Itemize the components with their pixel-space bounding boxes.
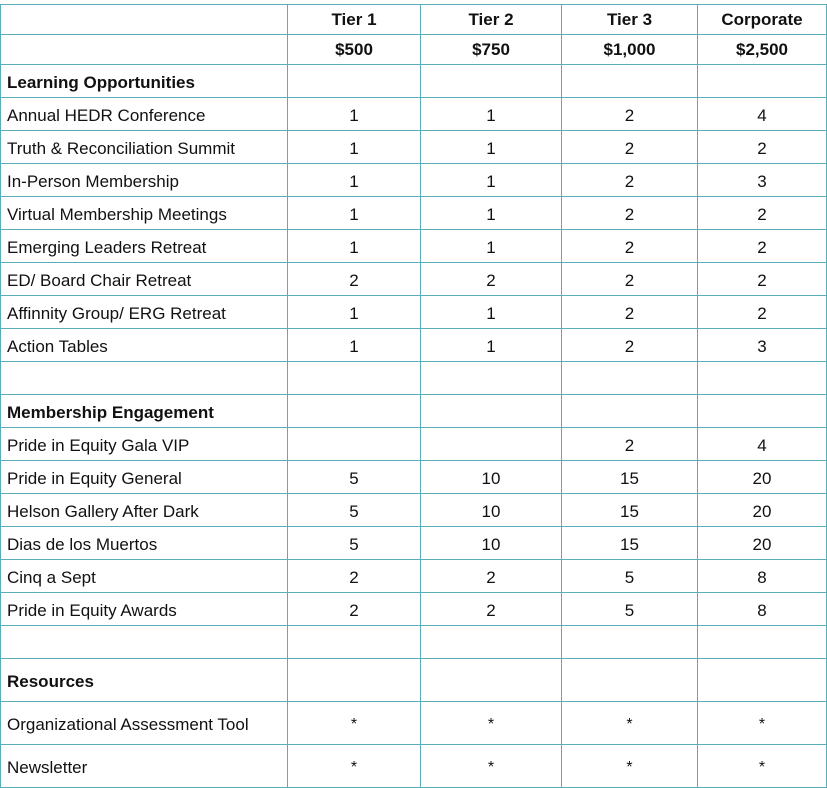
empty-cell xyxy=(562,626,698,659)
empty-cell xyxy=(1,626,288,659)
section-title: Learning Opportunities xyxy=(1,65,288,98)
row-value: 1 xyxy=(288,131,421,164)
row-value: 2 xyxy=(288,593,421,626)
empty-cell xyxy=(698,65,827,98)
row-value: 1 xyxy=(421,131,562,164)
row-value: 2 xyxy=(421,593,562,626)
row-value: 2 xyxy=(288,263,421,296)
row-value: 4 xyxy=(698,98,827,131)
row-value: 1 xyxy=(421,230,562,263)
empty-cell xyxy=(288,362,421,395)
row-label: Virtual Membership Meetings xyxy=(1,197,288,230)
tier-name: Tier 2 xyxy=(421,5,562,35)
empty-cell xyxy=(421,395,562,428)
empty-cell xyxy=(288,659,421,702)
row-value: 3 xyxy=(698,329,827,362)
section-header-learning xyxy=(1,65,827,98)
table-row xyxy=(1,593,827,626)
tier-price-row xyxy=(1,35,827,65)
row-value: 1 xyxy=(288,329,421,362)
row-value: 1 xyxy=(421,98,562,131)
table-row xyxy=(1,494,827,527)
row-value: 2 xyxy=(698,263,827,296)
tier-name: Tier 1 xyxy=(288,5,421,35)
section-title: Membership Engagement xyxy=(1,395,288,428)
row-value: 2 xyxy=(562,428,698,461)
empty-cell xyxy=(421,65,562,98)
sponsorship-tier-table xyxy=(0,4,827,788)
empty-cell xyxy=(1,362,288,395)
row-label: Dias de los Muertos xyxy=(1,527,288,560)
row-label: Helson Gallery After Dark xyxy=(1,494,288,527)
row-value: 1 xyxy=(288,296,421,329)
row-value: 2 xyxy=(562,329,698,362)
table-row xyxy=(1,527,827,560)
section-header-engagement xyxy=(1,395,827,428)
row-value: 15 xyxy=(562,461,698,494)
row-value: 10 xyxy=(421,461,562,494)
row-value: 2 xyxy=(288,560,421,593)
row-value: 2 xyxy=(562,263,698,296)
row-value: 1 xyxy=(421,197,562,230)
tier-price: $1,000 xyxy=(562,35,698,65)
row-value: 1 xyxy=(288,230,421,263)
row-label: Truth & Reconciliation Summit xyxy=(1,131,288,164)
row-value: 20 xyxy=(698,527,827,560)
row-label: In-Person Membership xyxy=(1,164,288,197)
row-value: 5 xyxy=(288,461,421,494)
row-value: * xyxy=(562,745,698,788)
row-value: 20 xyxy=(698,461,827,494)
row-value: * xyxy=(698,702,827,745)
table-row xyxy=(1,461,827,494)
row-value: 2 xyxy=(562,131,698,164)
row-label: Annual HEDR Conference xyxy=(1,98,288,131)
table-row xyxy=(1,131,827,164)
row-label: Pride in Equity Gala VIP xyxy=(1,428,288,461)
row-label: Emerging Leaders Retreat xyxy=(1,230,288,263)
row-value: 1 xyxy=(288,164,421,197)
row-value: 2 xyxy=(698,131,827,164)
row-value: 2 xyxy=(562,164,698,197)
empty-cell xyxy=(421,659,562,702)
section-title: Resources xyxy=(1,659,288,702)
row-label: Organizational Assessment Tool xyxy=(1,702,288,745)
row-label: Cinq a Sept xyxy=(1,560,288,593)
empty-header-cell xyxy=(1,5,288,35)
table-row xyxy=(1,560,827,593)
row-value: 5 xyxy=(562,560,698,593)
row-value: 2 xyxy=(562,98,698,131)
row-value: 10 xyxy=(421,527,562,560)
row-value: * xyxy=(288,702,421,745)
empty-cell xyxy=(562,395,698,428)
empty-cell xyxy=(421,626,562,659)
row-value: 1 xyxy=(421,164,562,197)
tier-name: Tier 3 xyxy=(562,5,698,35)
row-label: Pride in Equity General xyxy=(1,461,288,494)
spacer-row xyxy=(1,362,827,395)
row-value: 2 xyxy=(698,230,827,263)
row-value: 8 xyxy=(698,560,827,593)
row-value: 2 xyxy=(698,197,827,230)
row-value: * xyxy=(421,745,562,788)
row-value: 2 xyxy=(562,296,698,329)
row-label: Affinnity Group/ ERG Retreat xyxy=(1,296,288,329)
tier-price: $750 xyxy=(421,35,562,65)
table-row xyxy=(1,230,827,263)
row-value: 1 xyxy=(421,329,562,362)
spacer-row xyxy=(1,626,827,659)
row-value: 3 xyxy=(698,164,827,197)
tier-price: $2,500 xyxy=(698,35,827,65)
empty-cell xyxy=(698,659,827,702)
row-value: 5 xyxy=(562,593,698,626)
row-value: 4 xyxy=(698,428,827,461)
row-value: 20 xyxy=(698,494,827,527)
tier-name-row xyxy=(1,5,827,35)
empty-cell xyxy=(698,362,827,395)
row-value: * xyxy=(421,702,562,745)
empty-cell xyxy=(562,659,698,702)
table-row xyxy=(1,296,827,329)
empty-cell xyxy=(698,626,827,659)
tier-name: Corporate xyxy=(698,5,827,35)
table-row xyxy=(1,164,827,197)
table-row xyxy=(1,329,827,362)
row-value: * xyxy=(698,745,827,788)
row-value: 1 xyxy=(421,296,562,329)
row-value: 2 xyxy=(698,296,827,329)
table-row xyxy=(1,98,827,131)
row-value xyxy=(421,428,562,461)
row-value: 1 xyxy=(288,197,421,230)
row-value: 1 xyxy=(288,98,421,131)
row-value: 15 xyxy=(562,527,698,560)
table-row xyxy=(1,745,827,788)
table-row xyxy=(1,263,827,296)
empty-cell xyxy=(421,362,562,395)
row-value: 15 xyxy=(562,494,698,527)
empty-cell xyxy=(288,65,421,98)
row-value: * xyxy=(562,702,698,745)
row-label: Action Tables xyxy=(1,329,288,362)
row-value: 2 xyxy=(421,263,562,296)
empty-cell xyxy=(288,395,421,428)
row-label: Newsletter xyxy=(1,745,288,788)
table-row xyxy=(1,197,827,230)
row-value: * xyxy=(288,745,421,788)
table-row xyxy=(1,702,827,745)
table-row xyxy=(1,428,827,461)
row-value: 5 xyxy=(288,494,421,527)
row-value: 10 xyxy=(421,494,562,527)
row-value: 5 xyxy=(288,527,421,560)
empty-header-cell xyxy=(1,35,288,65)
row-value: 2 xyxy=(562,197,698,230)
empty-cell xyxy=(562,362,698,395)
row-label: ED/ Board Chair Retreat xyxy=(1,263,288,296)
row-value xyxy=(288,428,421,461)
tier-price: $500 xyxy=(288,35,421,65)
row-value: 2 xyxy=(562,230,698,263)
empty-cell xyxy=(288,626,421,659)
row-value: 2 xyxy=(421,560,562,593)
empty-cell xyxy=(698,395,827,428)
section-header-resources xyxy=(1,659,827,702)
empty-cell xyxy=(562,65,698,98)
row-label: Pride in Equity Awards xyxy=(1,593,288,626)
row-value: 8 xyxy=(698,593,827,626)
